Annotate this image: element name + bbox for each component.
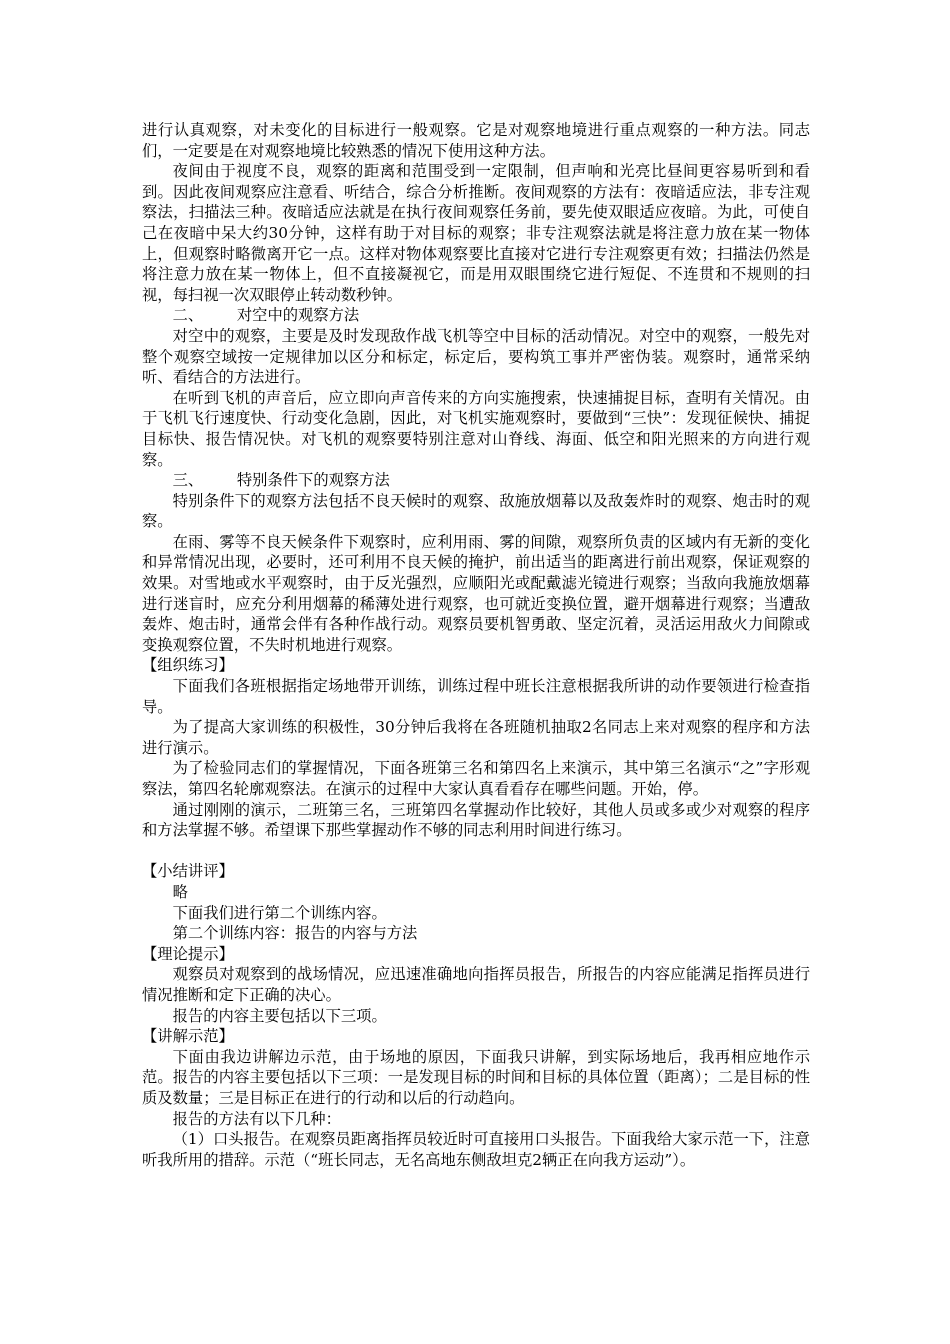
paragraph: 报告的内容主要包括以下三项。 [172,1006,387,1025]
paragraph: 对空中的观察，主要是及时发现敌作战飞机等空中目标的活动情况。对空中的观察，一般先对整个观察空域按一定规律加以区分和标定，标定后，要构筑工事并严密伪装。观察时，通常采纳听、看结合的方法进行。 [142,326,810,387]
paragraph: 报告的方法有以下几种： [172,1109,341,1128]
section-label: 【讲解示范】 [142,1027,234,1046]
paragraph: 略 [172,882,188,901]
paragraph: 在听到飞机的声音后，应立即向声音传来的方向实施搜索，快速捕捉目标，查明有关情况。由于飞机飞行速度快、行动变化急剧，因此，对飞机实施观察时，要做到“三快”：发现征候快、捕捉目标快、报告情况快。对飞机的观察要特别注意对山脊线、海面、低空和阳光照来的方向进行观察。 [142,388,810,469]
section-label: 【理论提示】 [142,944,234,963]
paragraph: （1）口头报告。在观察员距离指挥员较近时可直接用口头报告。下面我给大家示范一下，注意听我所用的措辞。示范（“班长同志，无名高地东侧敌坦克2辆正在向我方运动”）。 [142,1130,810,1169]
paragraph: 第二个训练内容：报告的内容与方法 [172,924,418,943]
section-title: 对空中的观察方法 [236,306,360,325]
paragraph: 夜间由于视度不良，观察的距离和范围受到一定限制，但声响和光亮比昼间更容易听到和看到。因此夜间观察应注意看、听结合，综合分析推断。夜间观察的方法有：夜暗适应法，非专注观察法，扫描法三种。夜暗适应法就是在执行夜间观察任务前，要先使双眼适应夜暗。为此，可使自己在夜暗中呆大约30分钟，这样有助于对目标的观察；非专注观察法就是将注意力放在某一物体上，但观察时略微离开它一点。这样对物体观察要比直接对它进行专注观察更有效；扫描法仍然是将注意力放在某一物体上，但不直接凝视它，而是用双眼围绕它进行短促、不连贯和不规则的扫视，每扫视一次双眼停止转动数秒钟。 [142,162,810,304]
section-label: 【小结讲评】 [142,862,234,881]
paragraph: 特别条件下的观察方法包括不良天候时的观察、敌施放烟幕以及敌轰炸时的观察、炮击时的观察。 [142,491,810,531]
paragraph: 为了提高大家训练的积极性，30分钟后我将在各班随机抽取2名同志上来对观察的程序和方法进行演示。 [142,718,810,757]
section-heading [142,305,810,326]
paragraph: 下面由我边讲解边示范，由于场地的原因，下面我只讲解，到实际场地后，我再相应地作示范。报告的内容主要包括以下三项：一是发现目标的时间和目标的具体位置（距离）；二是目标的性质及数量；三是目标正在进行的行动和以后的行动趋向。 [142,1047,810,1107]
paragraph: 为了检验同志们的掌握情况，下面各班第三名和第四名上来演示，其中第三名演示“之”字形观察法，第四名轮廓观察法。在演示的过程中大家认真看看存在哪些问题。开始，停。 [142,759,810,798]
blank-line [142,841,810,862]
paragraph-continuation: 进行认真观察，对未变化的目标进行一般观察。它是对观察地境进行重点观察的一种方法。同志们，一定要是在对观察地境比较熟悉的情况下使用这种方法。 [142,121,810,160]
section-heading [142,470,810,491]
paragraph: 通过刚刚的演示，二班第三名，三班第四名掌握动作比较好，其他人员或多或少对观察的程序和方法掌握不够。希望课下那些掌握动作不够的同志利用时间进行练习。 [142,800,810,840]
paragraph: 下面我们进行第二个训练内容。 [172,903,387,922]
section-title: 特别条件下的观察方法 [236,471,390,490]
section-number: 二、 [172,306,204,325]
section-number: 三、 [172,471,204,490]
paragraph: 在雨、雾等不良天候条件下观察时，应利用雨、雾的间隙，观察所负责的区域内有无新的变化和异常情况出现，必要时，还可利用不良天候的掩护，前出适当的距离进行前出观察，保证观察的效果。对雪地或水平观察时，由于反光强烈，应顺阳光或配戴滤光镜进行观察；当敌向我施放烟幕进行迷盲时，应充分利用烟幕的稀薄处进行观察，也可就近变换位置，避开烟幕进行观察；当遭敌轰炸、炮击时，通常会伴有各种作战行动。观察员要机智勇敢、坚定沉着，灵活运用敌火力间隙或变换观察位置，不失时机地进行观察。 [142,532,810,654]
paragraph: 观察员对观察到的战场情况，应迅速准确地向指挥员报告，所报告的内容应能满足指挥员进行情况推断和定下正确的决心。 [142,965,810,1004]
section-label: 【组织练习】 [142,656,234,675]
document-body [142,120,810,1170]
paragraph: 下面我们各班根据指定场地带开训练，训练过程中班长注意根据我所讲的动作要领进行检查指导。 [142,677,810,716]
